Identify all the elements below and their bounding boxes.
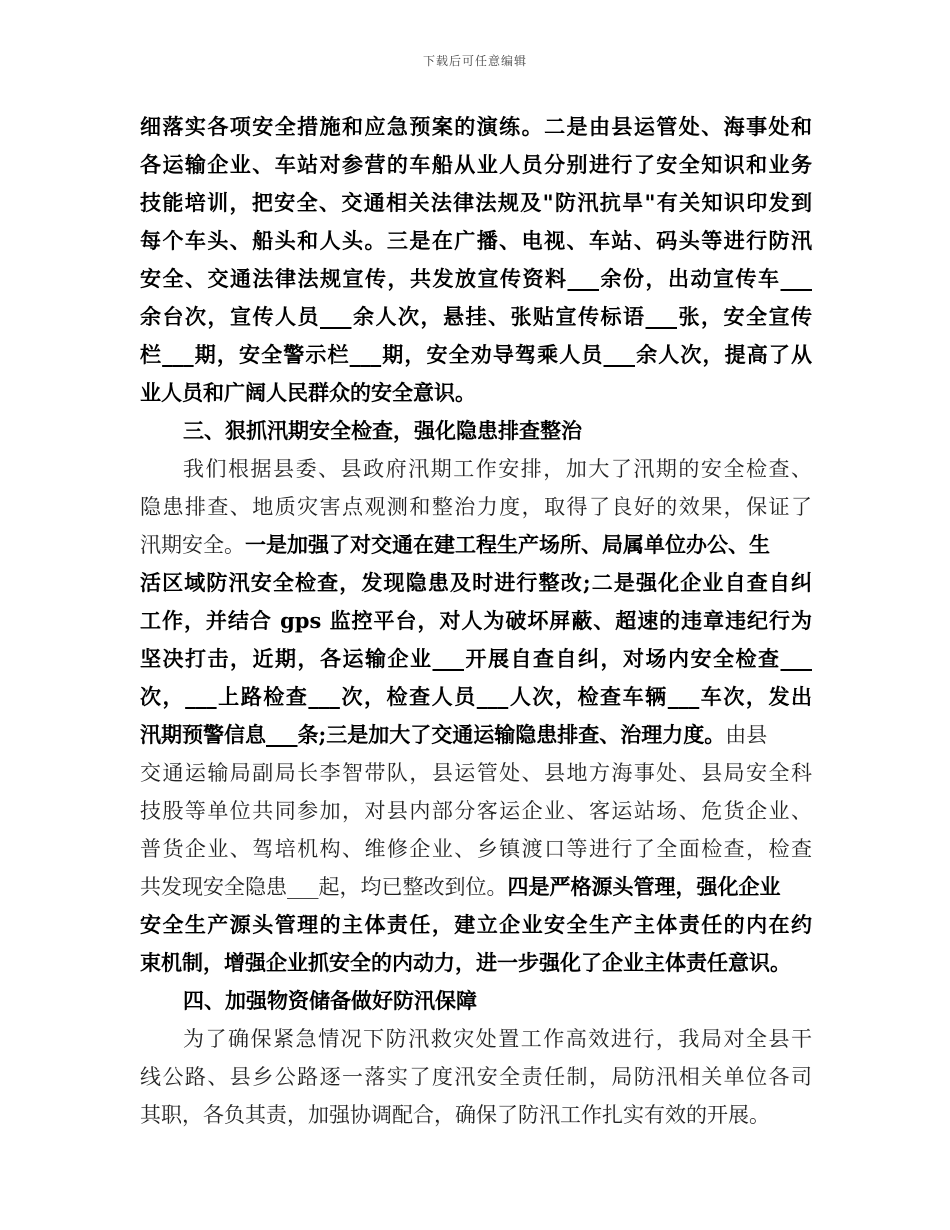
text-segment: 汛期安全。 — [140, 533, 245, 557]
text-line: 交通运输局副局长李智带队，县运管处、县地方海事处、县局安全科 — [140, 761, 812, 785]
text-line: 各运输企业、车站对参营的车船从业人员分别进行了安全知识和业务 — [140, 152, 812, 177]
document-body — [140, 108, 812, 1134]
text-segment: 四是严格源头管理，强化企业 — [507, 874, 781, 899]
text-segment: 共发现安全隐患___起，均已整改到位。 — [140, 875, 508, 899]
section-heading: 四、加强物资储备做好防汛保障 — [183, 988, 477, 1013]
text-line: 隐患排查、地质灾害点观测和整治力度，取得了良好的效果，保证了 — [140, 495, 812, 519]
text-line — [140, 716, 812, 754]
text-line: 其职，各负其责，加强协调配合，确保了防汛工作扎实有效的开展。 — [140, 1103, 770, 1127]
text-line — [140, 868, 812, 906]
text-line: 普货企业、驾培机构、维修企业、乡镇渡口等进行了全面检查，检查 — [140, 837, 812, 861]
text-line — [140, 526, 812, 564]
text-segment: 由县 — [725, 723, 768, 747]
text-line: 工作，并结合 gps 监控平台，对人为破坏屏蔽、超速的违章违纪行为 — [140, 608, 812, 633]
text-line: 技能培训，把安全、交通相关法律法规及"防汛抗旱"有关知识印发到 — [140, 190, 812, 215]
text-line: 束机制，增强企业抓安全的内动力，进一步强化了企业主体责任意识。 — [140, 950, 791, 975]
text-line: 我们根据县委、县政府汛期工作安排，加大了汛期的安全检查、 — [183, 457, 812, 481]
text-segment: 汛期预警信息___条;三是加大了交通运输隐患排查、治理力度。 — [140, 722, 726, 747]
text-line: 安全生产源头管理的主体责任，建立企业安全生产主体责任的内在约 — [140, 912, 812, 937]
text-line: 业人员和广阔人民群众的安全意识。 — [140, 380, 476, 405]
text-line: 为了确保紧急情况下防汛救灾处置工作高效进行，我局对全县干 — [183, 1027, 812, 1051]
text-line: 线公路、县乡公路逐一落实了度汛安全责任制，局防汛相关单位各司 — [140, 1065, 812, 1089]
text-line: 活区域防汛安全检查，发现隐患及时进行整改;二是强化企业自查自纠 — [140, 570, 812, 595]
text-line: 栏___期，安全警示栏___期，安全劝导驾乘人员___余人次，提高了从 — [140, 342, 812, 367]
section-heading: 三、狠抓汛期安全检查，强化隐患排查整治 — [183, 418, 582, 443]
text-line: 细落实各项安全措施和应急预案的演练。二是由县运管处、海事处和 — [140, 114, 812, 139]
text-line: 次，___上路检查___次，检查人员___人次，检查车辆___车次，发出 — [140, 684, 812, 709]
text-line: 坚决打击，近期，各运输企业___开展自查自纠，对场内安全检查___ — [140, 646, 812, 671]
text-line: 每个车头、船头和人头。三是在广播、电视、车站、码头等进行防汛 — [140, 228, 812, 253]
page-header: 下载后可任意编辑 — [422, 54, 527, 68]
text-line: 安全、交通法律法规宣传，共发放宣传资料___余份，出动宣传车___ — [140, 266, 812, 291]
text-segment: 一是加强了对交通在建工程生产场所、局属单位办公、生 — [245, 532, 770, 557]
text-line: 技股等单位共同参加，对县内部分客运企业、客运站场、危货企业、 — [140, 799, 812, 823]
text-line: 余台次，宣传人员___余人次，悬挂、张贴宣传标语___张，安全宣传 — [140, 304, 812, 329]
